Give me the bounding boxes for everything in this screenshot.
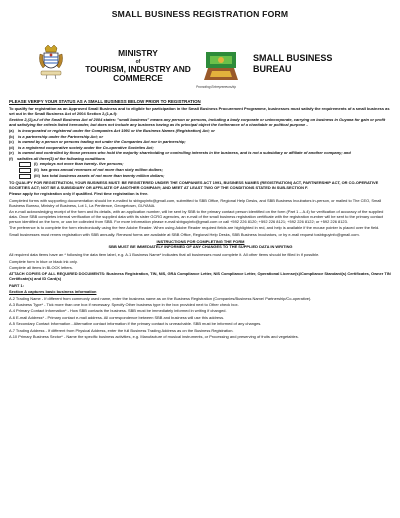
- form-title: SMALL BUSINESS REGISTRATION FORM: [111, 9, 289, 19]
- criterion-key: (d): [9, 144, 15, 150]
- submission-instructions: Completed forms with supporting documentation should be e-mailed to sbbguyinfo@gmail.com, submitted to SBB Office, Regional Help Desks, and SBB Business Incubators in-person, or mailed to The CEO, Small Business Bureau, Ministry of Business, Lot 1, La Penitence, Georgetown, GUYANA.: [9, 197, 382, 208]
- ministry-line-4: COMMERCE: [113, 73, 163, 84]
- ministry-line-1: MINISTRY: [118, 48, 158, 58]
- instruction-item: [9, 322, 392, 327]
- criterion-key: (a): [9, 128, 14, 134]
- qualify-statement: TO QUALIFY FOR REGISTRATION, YOUR BUSINESS MUST: BE REGISTERED UNDER THE COMPANIES ACT 1991, BUSINESS NAMES (REGISTRATION) ACT, PARTNERSHIP ACT, OR CO-OPERATIVE SOCIETIES ACT; NOT BE A SUBSIDIARY OR AFFILIATE OF ANOTHER COMPANY; AND MEET AT LEAST TWO OF THE CONDITIONS STATED IN SUB-SECTION F.: [9, 180, 379, 190]
- instruction-key: A.2 Trading Name: [9, 295, 41, 301]
- sbb-name-line-1: SMALL BUSINESS: [253, 53, 333, 63]
- criterion-text: satisfies all three(3) of the following conditions: [16, 155, 105, 161]
- instruction-key: A.6 E-mail Address*: [9, 314, 45, 320]
- criterion-text: is owned by a person or persons trading not under the Companies Act nor in partnership;: [17, 139, 186, 145]
- instruction-key: A.3 Business Type*: [9, 302, 44, 308]
- instruction-text: - Alternative contact information if the primary contact is unreachable. SBB must be informed of any changes.: [70, 321, 262, 327]
- ink-note: Complete form in blue or black ink only.: [9, 258, 78, 264]
- instruction-key: A.5 Secondary Contact Information: [9, 321, 71, 327]
- apply-note: Please apply for registration only if qualified. First time registration is free.: [9, 191, 149, 197]
- guyana-coat-of-arms-icon: [36, 44, 66, 80]
- electronic-preference-text: The preference is to complete the form electronically using the free Adobe Reader. When using Adobe Reader required fields are highlighted in red, and help is available if the mouse pointer is placed over the field.: [9, 225, 380, 231]
- instruction-items: [9, 297, 392, 340]
- instruction-text: - Tick more than one box if necessary. Specify Other business type in the box provided next to Other check box.: [43, 302, 239, 308]
- criterion-key: (c): [9, 139, 14, 145]
- verify-heading: PLEASE VERIFY YOUR STATUS AS A SMALL BUSINESS BELOW PRIOR TO REGISTRATION: [9, 99, 201, 104]
- condition-key: (i): [34, 161, 38, 167]
- verify-intro: To qualify for registration as an Approved Small Business and to eligible for participation in the Small Business Procurement Programme, businesses must satisfy the requirements of a small business as set out in the Small Business Act of 2004 Section 2,(1,a-f):: [9, 105, 390, 116]
- instructions-subheading: SBB MUST BE IMMEDIATELY INFORMED OF ANY CHANGES TO THE SUPPLIED DATA IN WRITING: [108, 244, 293, 250]
- criterion-key: (e): [9, 150, 14, 156]
- sbb-tagline: Promoting Entrepreneurship: [196, 85, 236, 89]
- instructions-heading: INSTRUCTIONS FOR COMPLETING THE FORM: [156, 239, 245, 245]
- condition-text: employs not more than twenty- five persons;: [39, 161, 124, 167]
- criterion-key: (f): [9, 155, 13, 161]
- criterion-text: is a partnership under the Partnership Act; or: [18, 133, 103, 139]
- criteria-list: [9, 129, 392, 161]
- required-items-note: All required data items have an * following the data item label, e.g. A.1 Business Name* indicates that all businesses must complete it. All other items should be filled in if possible.: [9, 252, 320, 258]
- condition-key: (iii): [34, 173, 40, 179]
- instruction-item: [9, 329, 392, 334]
- instruction-item: [9, 309, 392, 314]
- sbb-logo-icon: [200, 46, 242, 84]
- ministry-line-2: of: [135, 58, 141, 65]
- instruction-key: A.10 Primary Business Sector*: [9, 334, 63, 340]
- instruction-text: - If different from Physical Address, enter the full Business Trading Address as on the Business Registration.: [44, 327, 234, 333]
- instruction-text: - Primary contact e-mail address. All correspondence between SBB and business will use this address.: [44, 314, 225, 320]
- acknowledgement-text: An e-mail acknowledging receipt of the form and its details, with an application number, will be sent by SBB to the primary contact person identified on the form (Part 1 – A.4) for verification of accuracy of the supplied data. Once SBB completes internal verification of the supplied data with its sister GCRG agencies, an e-mail of the small business registration certificate with the registration number will be sent to the primary contact person identified on the form, or can be collected from SBB. For more information please e-mail sbbguyinfo@gmail.com or call +592 226 8120; +592 226 8121; +592 226 8122; or +592 226 8123.: [9, 209, 384, 224]
- criterion-text: is a registered cooperative society under the Co-operative Societies Act;: [18, 144, 154, 150]
- renewal-text: Small businesses must renew registration with SBB annually. Renewal forms are available at SBB Office, Regional Help Desks, SBB Business Incubators, or by e-mail request tosbbguyinfo@gmail.com.: [9, 231, 360, 237]
- criterion-text: is owned and controlled by those persons who hold the majority shareholding or controlling interests in the business, and is not a subsidiary or affiliate of another company; and: [17, 150, 351, 156]
- instruction-text: - If different from commonly used name, enter the business name as on the Business Registration (Companies/Business Name/ Partnership/Co-operative).: [40, 295, 312, 301]
- ministry-name: [78, 49, 198, 84]
- instruction-item: [9, 303, 392, 308]
- criterion-key: (b): [9, 133, 15, 139]
- conditions-list: [9, 162, 392, 179]
- form-body: [9, 100, 392, 342]
- instruction-key: A.7 Trading Address: [9, 327, 45, 333]
- instruction-key: A.4 Primary Contact Information*: [9, 308, 67, 314]
- part-1-heading: PART 1:: [9, 282, 25, 288]
- condition-key: (ii): [34, 167, 39, 173]
- instruction-text: - How SBB contacts the business. SBB must be immediately informed in writing if changed.: [66, 308, 227, 314]
- sbb-name-line-2: BUREAU: [253, 63, 292, 74]
- condition-checkbox[interactable]: [19, 168, 31, 173]
- sbb-name: [253, 53, 332, 74]
- section-a-heading: Section A captures basic business information: [9, 289, 97, 295]
- attach-documents-note: ATTACH COPIES OF ALL REQUIRED DOCUMENTS: Business Registration, TIN, NIS, GRA Compliance Letter, NIS Compliance Letter, Operational License(s)/Compliance Standard(s) Certificates, Owner TIN Certificate(s) and ID Card(s): [9, 271, 391, 282]
- ministry-line-3: TOURISM, INDUSTRY AND: [85, 63, 191, 74]
- condition-checkbox[interactable]: [19, 174, 31, 179]
- block-letters-note: Complete all items in BLOCK letters.: [9, 265, 73, 270]
- condition-item: [19, 174, 392, 179]
- instruction-item: [9, 297, 392, 302]
- condition-text: has total business assets of not more than twenty million dollars;: [41, 173, 165, 179]
- condition-checkbox[interactable]: [19, 162, 31, 167]
- instruction-item: [9, 316, 392, 321]
- criterion-text: is incorporated or registered under the Companies Act 1991 or the Business Names (Registration) Act; or: [17, 128, 215, 134]
- instruction-text: - Name the specific business activities, e.g. Manufacture of musical instruments, or Processing and preserving of fruits and vegetables.: [62, 334, 299, 340]
- section-quote: Section 2,(1),a-f of the Small Business Act of 2004 states: "small business" means any person or persons, including a body corporate or unincorporate, carrying on business in Guyana for gain or profit and satisfying the criteria listed hereunder, but does not include any business having as its principal object the furtherance of a charitable or political purpose -: [9, 117, 386, 127]
- instruction-item: [9, 335, 392, 340]
- condition-text: has gross annual revenues of not more than sixty million dollars;: [40, 167, 163, 173]
